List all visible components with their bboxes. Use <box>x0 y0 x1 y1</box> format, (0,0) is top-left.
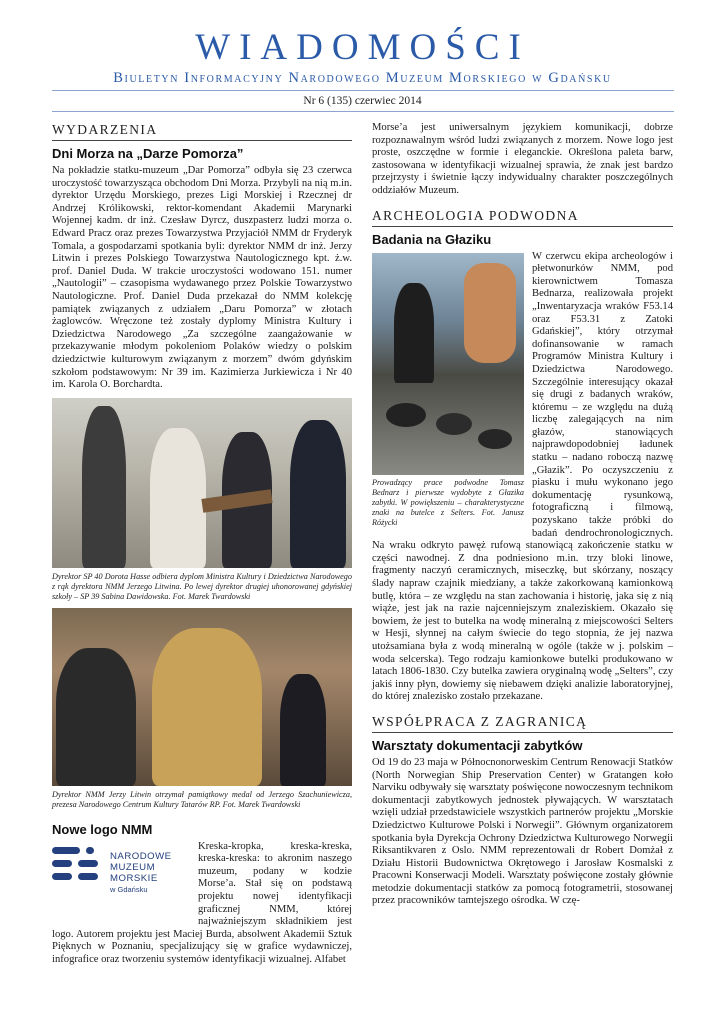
bottle-closeup <box>464 263 516 363</box>
photo-diver-artifacts <box>372 253 524 475</box>
photo-diploma-ceremony <box>52 398 352 568</box>
photo-medal-presentation <box>52 608 352 786</box>
article-body-new-logo-continued: Morse’a jest uniwersalnym językiem komunikacji, dobrze rozpoznawalnym wśród ludzi związanych z morzem. Nowe logo jest proste, oszczędne w formie i eleganckie. Określona paleta barw, zastosowana w identyfikacji wizualnej sprawia, że znak jest bardzo przejrzysty i świetnie łączy indywidualny charakter poszczególnych oddziałów Muzeum. <box>372 122 673 196</box>
right-column <box>372 122 673 908</box>
article-body-new-logo: Kreska-kropka, kreska-kreska, kreska-kreska: to akronim naszego muzeum, podany w kodzie Morse’a. Stał się on podstawą projektu nowej identyfikacji graficznej NMM, której najważniejszym składnikiem jest logo. Autorem projektu jest Maciej Burda, absolwent Akademii Sztuk Pięknych w Poznaniu, specjalizujący się w grafice wydawniczej, infografice oraz tworzeniu systemów identyfikacji wizualnej. Alfabet <box>52 840 352 966</box>
section-heading-events: WYDARZENIA <box>52 122 352 141</box>
article-title-new-logo: Nowe logo NMM <box>52 821 153 837</box>
article-new-logo <box>52 841 352 967</box>
artifact <box>436 413 472 435</box>
article-body-dni-morza: Na pokładzie statku-muzeum „Dar Pomorza” odbyła się 23 czerwca uroczystość towarzysząca obchodom Dni Morza. Przybyli na nią m.in. dyrektor Urzędu Morskiego, prezes Ligi Morskiej i Rzecznej dr Andrzej Królikowski, rektor-komendant Akademii Marynarki Wojennej kadm. dr inż. Czesław Dyrcz, duszpasterz ludzi morza o. Edward Pracz oraz prezes Towarzystwa Przyjaciół NMM dr Fryderyk Tomala, a gospodarzami spotkania byli: dyrektor NMM dr inż. Jerzy Litwin i prezes Polskiego Towarzystwa Nautologicznego kpt. ż.w. prof. Daniel Duda. W trakcie uroczystości wodowano 151. numer „Nautologii” – czasopisma wydawanego przez Polskie Towarzystwo Nautologiczne. Prof. Daniel Duda przekazał do NMM kolekcję pamiątek związanych z udziałem „Daru Pomorza” w złotach żaglowców. Wręczone też zostały dyplomy Ministra Kultury i Dziedzictwa Narodowego „Za szczególne zaangażowanie w przekazywanie młodym pokoleniom Polaków wiedzy o polskim dziedzictwie kulturowym związanym z morzem” dwóm gdyńskim szkołom podstawowym: Nr 39 im. Kazimierza Jurkiewicza i Nr 40 im. Karola O. Borchardta. <box>52 165 352 391</box>
nmm-logo <box>52 841 192 921</box>
article-title-workshops: Warsztaty dokumentacji zabytków <box>372 737 583 753</box>
article-body-workshops: Od 19 do 23 maja w Północnonorweskim Centrum Renowacji Statków (North Norwegian Ship Preservation Center) w Gratangen koło Narviku odbywały się warsztaty poświęcone nowoczesnym technikom dokumentacji zabytkowych jednostek pływających. W warsztatach wzięli udział przedstawiciele wszystkich partnerów projektu „Morskie Dziedzictwo Kulturowe Polski i Norwegii”. Głównym organizatorem spotkania była Dyrekcja Ochrony Dziedzictwa Kulturowego Norwegii Riksantikvaren z Oslo. NMM reprezentowali dr Robert Domżał z Działu Historii Budownictwa Okrętowego i Jarosław Kosmalski z Pracowni Konserwacji Modeli. Warsztaty poświęcone zostały głównie metodzie dokumentacji statków za pomocą fotogrametrii, stosowanej przez pracowników tamtejszego ośrodka. W czę- <box>372 756 674 907</box>
article-title-glazik: Badania na Głaziku <box>372 231 492 247</box>
person-figure <box>150 428 206 568</box>
person-figure <box>290 420 346 568</box>
figure-glazik <box>372 253 524 528</box>
person-figure <box>82 406 126 568</box>
article-body-glazik: W czerwcu ekipa archeologów i płetwonurków NMM, pod kierownictwem Tomasza Bednarza, realizowała projekt „Inwentaryzacja wraków F53.14 oraz F53.31 z Zatoki Gdańskiej”, który otrzymał dofinansowanie w ramach Programów Ministra Kultury i Dziedzictwa Narodowego. Szczególnie interesujący okazał się drugi z badanych wraków, któremu – ze względu na dużą liczbę zalegających na nim głazów, stanowiących najprawdopodobniej ładunek statku – nadano roboczą nazwę „Głazik”. Po oczyszczeniu z piasku i mułu wykonano jego dokumentację rysunkową, fotograficzną i filmową, pozyskano także próbki do badań dendrochronologicznych. Na wraku odkryto pawęż rufową stanowiącą zakończenie statku w części nawodnej. Z dna podniesiono m.in. trzy bloki linowe, fragmenty naczyń ceramicznych, miseczkę, but skórzany, noszący ślady napraw czajnik miedziany, a także zakorkowaną kamionkową butlę, która – ze względu na stan zachowania i historię, jaka się z nią wiąże, jest jak na razie najcenniejszym znaleziskiem. Okazało się bowiem, że jest to butelka na wodę mineralną z miejscowości Selters w Hesji, słynnej na całym świecie do tego stopnia, że jej nazwa utożsamiana była z wodą mineralną w ogóle (także w j. polskim – woda selcerska). Tego rodzaju kamionkowe butelki produkowano w latach 1806-1830. Czy butelka zawiera oryginalną wodę „Selters”, czy jakiś inny płyn, dowiemy się niebawem dzięki analizie laboratoryjnej, do której znalezisko zostało przekazane. <box>372 250 673 703</box>
masthead-rule-top <box>52 90 674 91</box>
article-title-dni-morza: Dni Morza na „Darze Pomorza” <box>52 146 244 161</box>
publication-title: WIADOMOŚCI <box>195 27 530 68</box>
artifact <box>386 403 426 427</box>
person-figure <box>56 648 136 786</box>
artifact <box>478 429 512 449</box>
photo-caption-glazik: Prowadzący prace podwodne Tomasz Bednarz i pierwsze wydobyte z Głazika zabytki. W powiększeniu – charakterystyczne znaki na butelce z Selters. Fot. Janusz Różycki <box>372 477 524 527</box>
person-figure <box>152 628 262 786</box>
section-heading-international-cooperation: WSPÓŁPRACA Z ZAGRANICĄ <box>372 714 673 733</box>
issue-info: Nr 6 (135) czerwiec 2014 <box>303 95 422 107</box>
masthead-rule-bottom <box>52 111 674 112</box>
person-figure <box>394 283 434 383</box>
article-glazik <box>372 251 673 704</box>
section-heading-underwater-archaeology: ARCHEOLOGIA PODWODNA <box>372 208 673 227</box>
publication-subtitle: Biuletyn Informacyjny Narodowego Muzeum Morskiego w Gdańsku <box>113 70 612 86</box>
masthead <box>0 0 725 112</box>
photo-caption-medal: Dyrektor NMM Jerzy Litwin otrzymał pamiątkowy medal od Jerzego Szachuniewicza, prezesa Narodowego Centrum Kultury Tatarów RP. Fot. Marek Twardowski <box>52 789 352 809</box>
morse-bars-icon <box>52 847 106 891</box>
logo-wordmark: NARODOWE MUZEUM MORSKIE w Gdańsku <box>110 850 172 894</box>
person-figure <box>280 674 326 786</box>
left-column <box>52 122 352 967</box>
photo-caption-diploma: Dyrektor SP 40 Dorota Hasse odbiera dyplom Ministra Kultury i Dziedzictwa Narodowego z rąk dyrektora NMM Jerzego Litwina. Po lewej dyrektor drugiej uhonorowanej gdyńskiej szkoły – SP 39 Sabina Dawidowska. Fot. Marek Twardowski <box>52 571 352 601</box>
